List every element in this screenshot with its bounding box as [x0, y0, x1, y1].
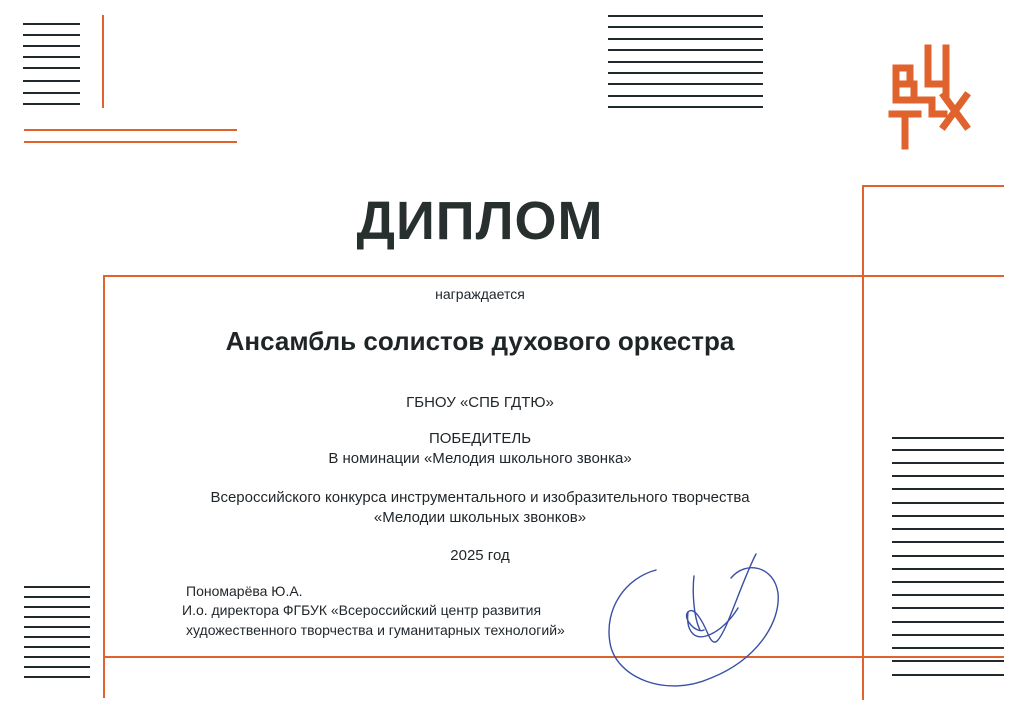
nomination-text: В номинации «Мелодия школьного звонка» [328, 450, 632, 467]
logo-mark-icon [888, 40, 978, 152]
contest-line-2: «Мелодии школьных звонков» [373, 509, 587, 526]
signature [596, 548, 796, 698]
organization-name: ГБНОУ «СПБ ГДТЮ» [406, 394, 554, 411]
recipient-name: Ансамбль солистов духового оркестра [225, 326, 735, 356]
signatory-position-line-1: И.о. директора ФГБУК «Всероссийский центр развития [182, 602, 542, 618]
signatory-name: Пономарёва Ю.А. [186, 583, 303, 599]
signatory-position-line-2: художественного творчества и гуманитарных технологий» [186, 622, 565, 638]
awarded-label: награждается [435, 286, 525, 302]
decor-orange-vertical-top-left [102, 15, 104, 108]
logo-vtskht [888, 40, 978, 152]
diploma-title: ДИПЛОМ [356, 191, 604, 251]
signature-mark-icon [596, 548, 796, 698]
year-text: 2025 год [450, 547, 510, 564]
result-title: ПОБЕДИТЕЛЬ [428, 430, 532, 447]
contest-line-1: Всероссийского конкурса инструментального и изобразительного творчества [210, 489, 750, 506]
